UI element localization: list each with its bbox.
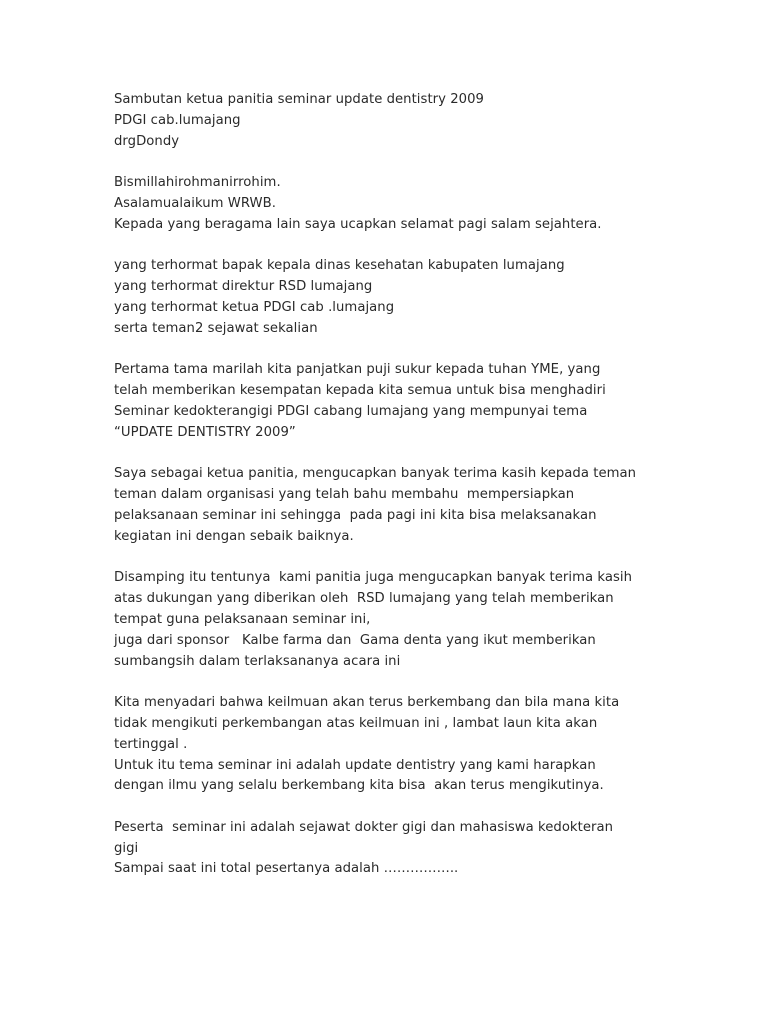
paragraph-spacer — [114, 548, 674, 569]
paragraph-line: kegiatan ini dengan sebaik baiknya. — [114, 528, 354, 544]
paragraph-thanks-god — [114, 360, 674, 443]
paragraph-spacer — [114, 340, 674, 361]
addressee-line: yang terhormat direktur RSD lumajang — [114, 279, 373, 295]
paragraph-line: Untuk itu tema seminar ini adalah update dentistry yang kami harapkan — [114, 757, 596, 773]
paragraph-line: teman dalam organisasi yang telah bahu membahu mempersiapkan — [114, 487, 575, 503]
paragraph-thanks-team — [114, 464, 674, 547]
addressee-line: yang terhormat bapak kepala dinas kesehatan kabupaten lumajang — [114, 258, 565, 274]
paragraph-line: sumbangsih dalam terlaksananya acara ini — [114, 653, 401, 669]
paragraph-line: telah memberikan kesempatan kepada kita semua untuk bisa menghadiri — [114, 383, 606, 399]
paragraph-line: atas dukungan yang diberikan oleh RSD lumajang yang telah memberikan — [114, 591, 614, 607]
paragraph-line: Seminar kedokterangigi PDGI cabang lumajang yang mempunyai tema — [114, 403, 588, 419]
paragraph-spacer — [114, 236, 674, 257]
paragraph-line: Sampai saat ini total pesertanya adalah …………….. — [114, 861, 459, 877]
paragraph-line: Kita menyadari bahwa keilmuan akan terus berkembang dan bila mana kita — [114, 695, 620, 711]
paragraph-spacer — [114, 444, 674, 465]
document-title: Sambutan ketua panitia seminar update dentistry 2009 — [114, 92, 484, 107]
paragraph-line: Pertama tama marilah kita panjatkan puji sukur kepada tuhan YME, yang — [114, 362, 601, 378]
paragraph-line: Saya sebagai ketua panitia, mengucapkan banyak terima kasih kepada teman — [114, 466, 637, 482]
paragraph-line: dengan ilmu yang selalu berkembang kita bisa akan terus mengikutinya. — [114, 778, 604, 794]
paragraph-spacer — [114, 152, 674, 173]
greeting-line: Bismillahirohmanirrohim. — [114, 175, 281, 191]
paragraph-line: pelaksanaan seminar ini sehingga pada pagi ini kita bisa melaksanakan — [114, 507, 597, 523]
paragraph-line: tempat guna pelaksanaan seminar ini, — [114, 611, 371, 627]
greeting-line: Asalamualaikum WRWB. — [114, 195, 276, 211]
paragraph-line: Peserta seminar ini adalah sejawat dokter gigi dan mahasiswa kedokteran — [114, 819, 614, 835]
paragraph-line: juga dari sponsor Kalbe farma dan Gama denta yang ikut memberikan — [114, 632, 596, 648]
paragraph-participants — [114, 818, 674, 880]
addressees-block — [114, 256, 674, 339]
paragraph-spacer — [114, 672, 674, 693]
paragraph-line: gigi — [114, 840, 139, 856]
document-body — [114, 90, 674, 880]
paragraph-line: Disamping itu tentunya kami panitia juga mengucapkan banyak terima kasih — [114, 570, 633, 586]
paragraph-line: tertinggal . — [114, 736, 188, 752]
author-name: drgDondy — [114, 133, 180, 149]
paragraph-thanks-sponsors — [114, 568, 674, 672]
paragraph-line: tidak mengikuti perkembangan atas keilmuan ini , lambat laun kita akan — [114, 715, 598, 731]
addressee-line: yang terhormat ketua PDGI cab .lumajang — [114, 299, 395, 315]
paragraph-spacer — [114, 797, 674, 818]
greeting-line: Kepada yang beragama lain saya ucapkan selamat pagi salam sejahtera. — [114, 216, 602, 232]
paragraph-line: “UPDATE DENTISTRY 2009” — [114, 424, 296, 440]
greeting-block — [114, 173, 674, 235]
header-block — [114, 90, 674, 152]
organization-name: PDGI cab.lumajang — [114, 112, 241, 128]
paragraph-theme — [114, 693, 674, 797]
addressee-line: serta teman2 sejawat sekalian — [114, 320, 318, 336]
